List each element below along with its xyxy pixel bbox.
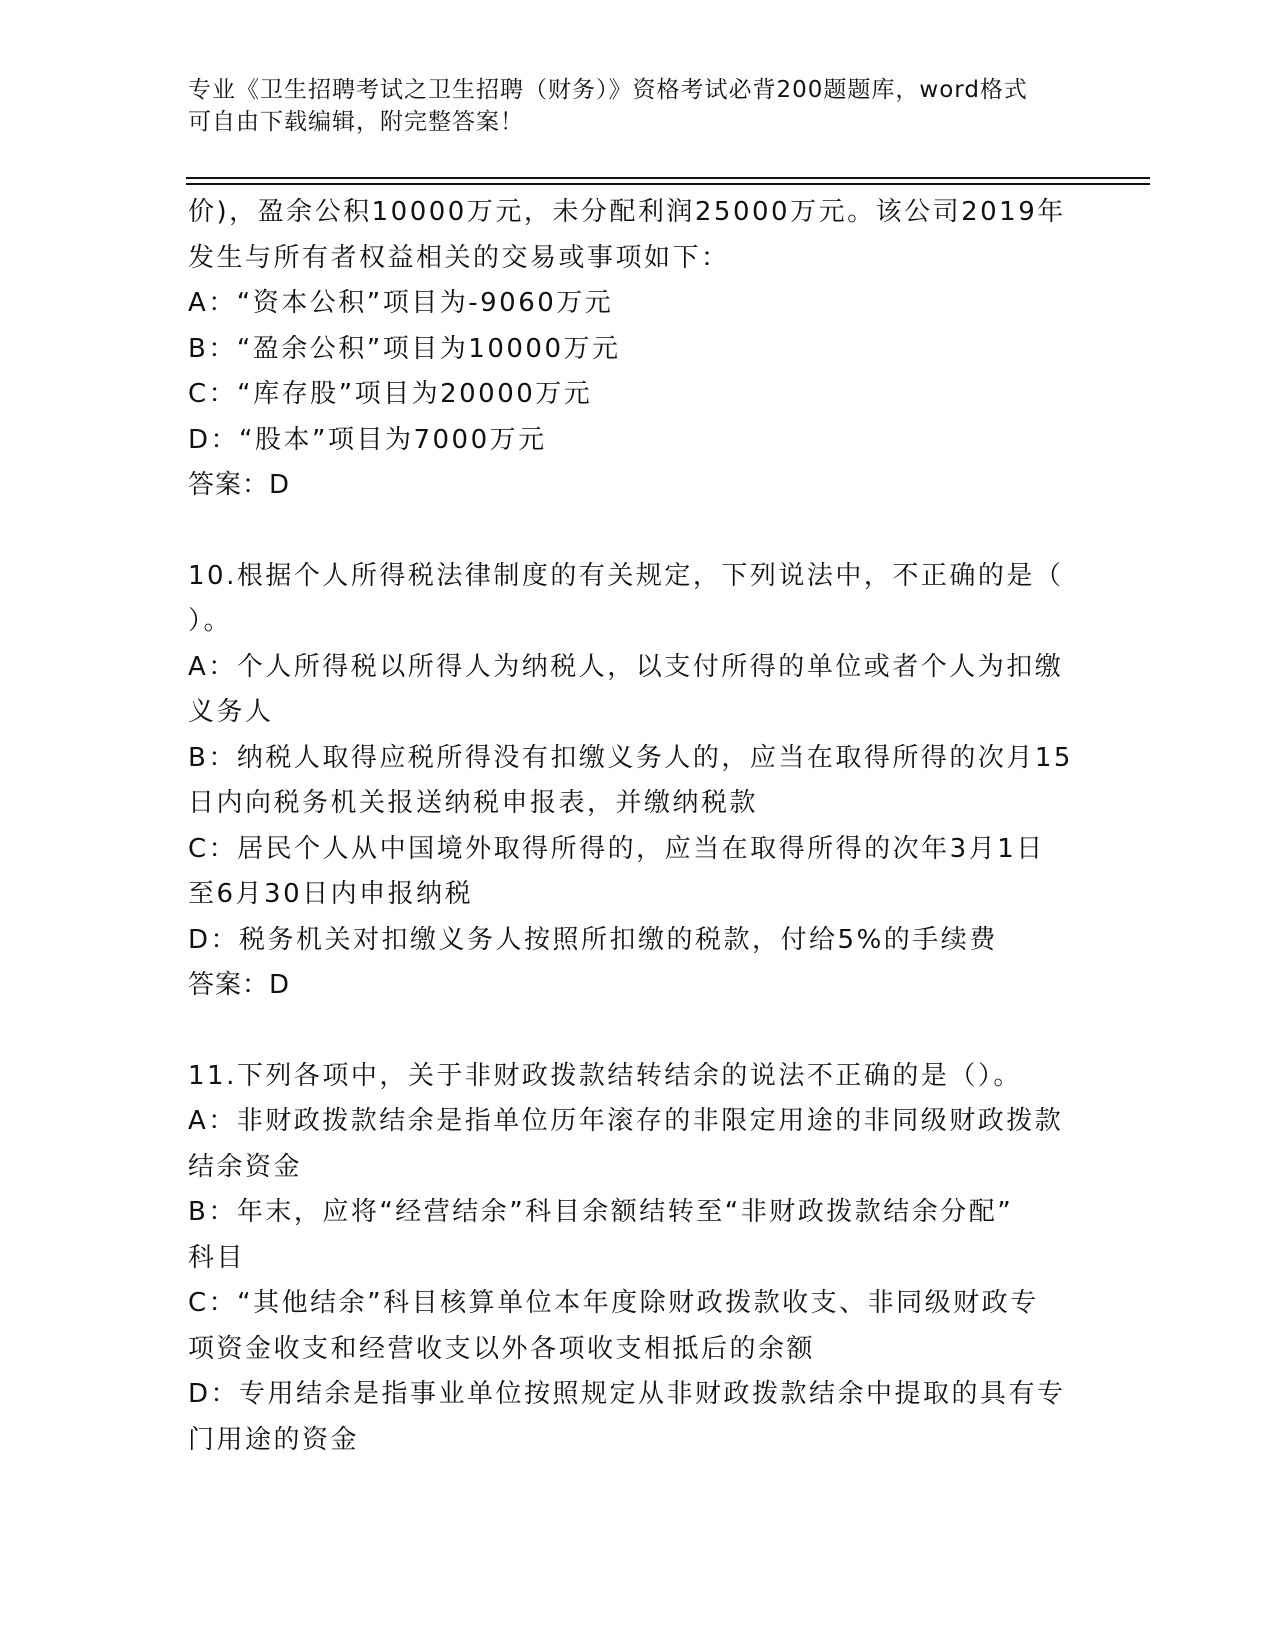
answer-line: 答案：D: [188, 970, 291, 1000]
question-stem-line: 发生与所有者权益相关的交易或事项如下：: [188, 242, 730, 273]
question-11: [188, 1054, 1088, 1464]
option-b-line: 科目: [188, 1242, 246, 1273]
option-a: A：“资本公积”项目为-9060万元: [188, 288, 614, 318]
option-b: B：“盈余公积”项目为10000万元: [188, 333, 621, 364]
option-a-line: A：非财政拨款结余是指单位历年滚存的非限定用途的非同级财政拨款: [188, 1106, 1064, 1136]
option-b-line: B：年末，应将“经营结余”科目余额结转至“非财政拨款结余分配”: [188, 1197, 1014, 1227]
answer-line: 答案：D: [188, 470, 291, 500]
question-spacer: [188, 509, 1088, 554]
option-c-line: 至6月30日内申报纳税: [188, 879, 474, 909]
option-a-line: A：个人所得税以所得人为纳税人，以支付所得的单位或者个人为扣缴: [188, 651, 1064, 682]
option-c-line: C：居民个人从中国境外取得所得的，应当在取得所得的次年3月1日: [188, 833, 1045, 864]
option-d-line: D：税务机关对扣缴义务人按照所扣缴的税款，付给5%的手续费: [188, 924, 998, 955]
option-c: C：“库存股”项目为20000万元: [188, 379, 593, 409]
question-stem-line: 10.根据个人所得税法律制度的有关规定，下列说法中，不正确的是（: [188, 560, 1064, 591]
header-divider: [186, 183, 1150, 185]
header-line: 专业《卫生招聘考试之卫生招聘（财务）》资格考试必背200题题库，word格式: [188, 77, 1028, 103]
option-b-line: 日内向税务机关报送纳税申报表，并缴纳税款: [188, 788, 759, 818]
option-d-line: 门用途的资金: [188, 1424, 360, 1455]
question-spacer: [188, 1009, 1088, 1054]
option-c-line: C：“其他结余”科目核算单位本年度除财政拨款收支、非同级财政专: [188, 1288, 1039, 1318]
question-10: [188, 554, 1088, 1009]
option-a-line: 义务人: [188, 697, 274, 727]
question-9: [188, 190, 1088, 509]
option-c-line: 项资金收支和经营收支以外各项收支相抵后的余额: [188, 1333, 816, 1364]
header-divider: [186, 177, 1150, 179]
header-line: 可自由下载编辑，附完整答案！: [188, 109, 524, 135]
option-a-line: 结余资金: [188, 1151, 303, 1182]
question-stem-line: 价)，盈余公积10000万元，未分配利润25000万元。该公司2019年: [188, 197, 1066, 227]
option-b-line: B：纳税人取得应税所得没有扣缴义务人的，应当在取得所得的次月15: [188, 742, 1073, 773]
option-d-line: D：专用结余是指事业单位按照规定从非财政拨款结余中提取的具有专: [188, 1379, 1066, 1409]
question-stem-line: 11.下列各项中，关于非财政拨款结转结余的说法不正确的是（）。: [188, 1060, 1022, 1091]
option-d: D：“股本”项目为7000万元: [188, 424, 547, 455]
document-header: [188, 74, 1068, 138]
document-body: [188, 190, 1088, 1463]
question-stem-line: ）。: [188, 606, 233, 636]
